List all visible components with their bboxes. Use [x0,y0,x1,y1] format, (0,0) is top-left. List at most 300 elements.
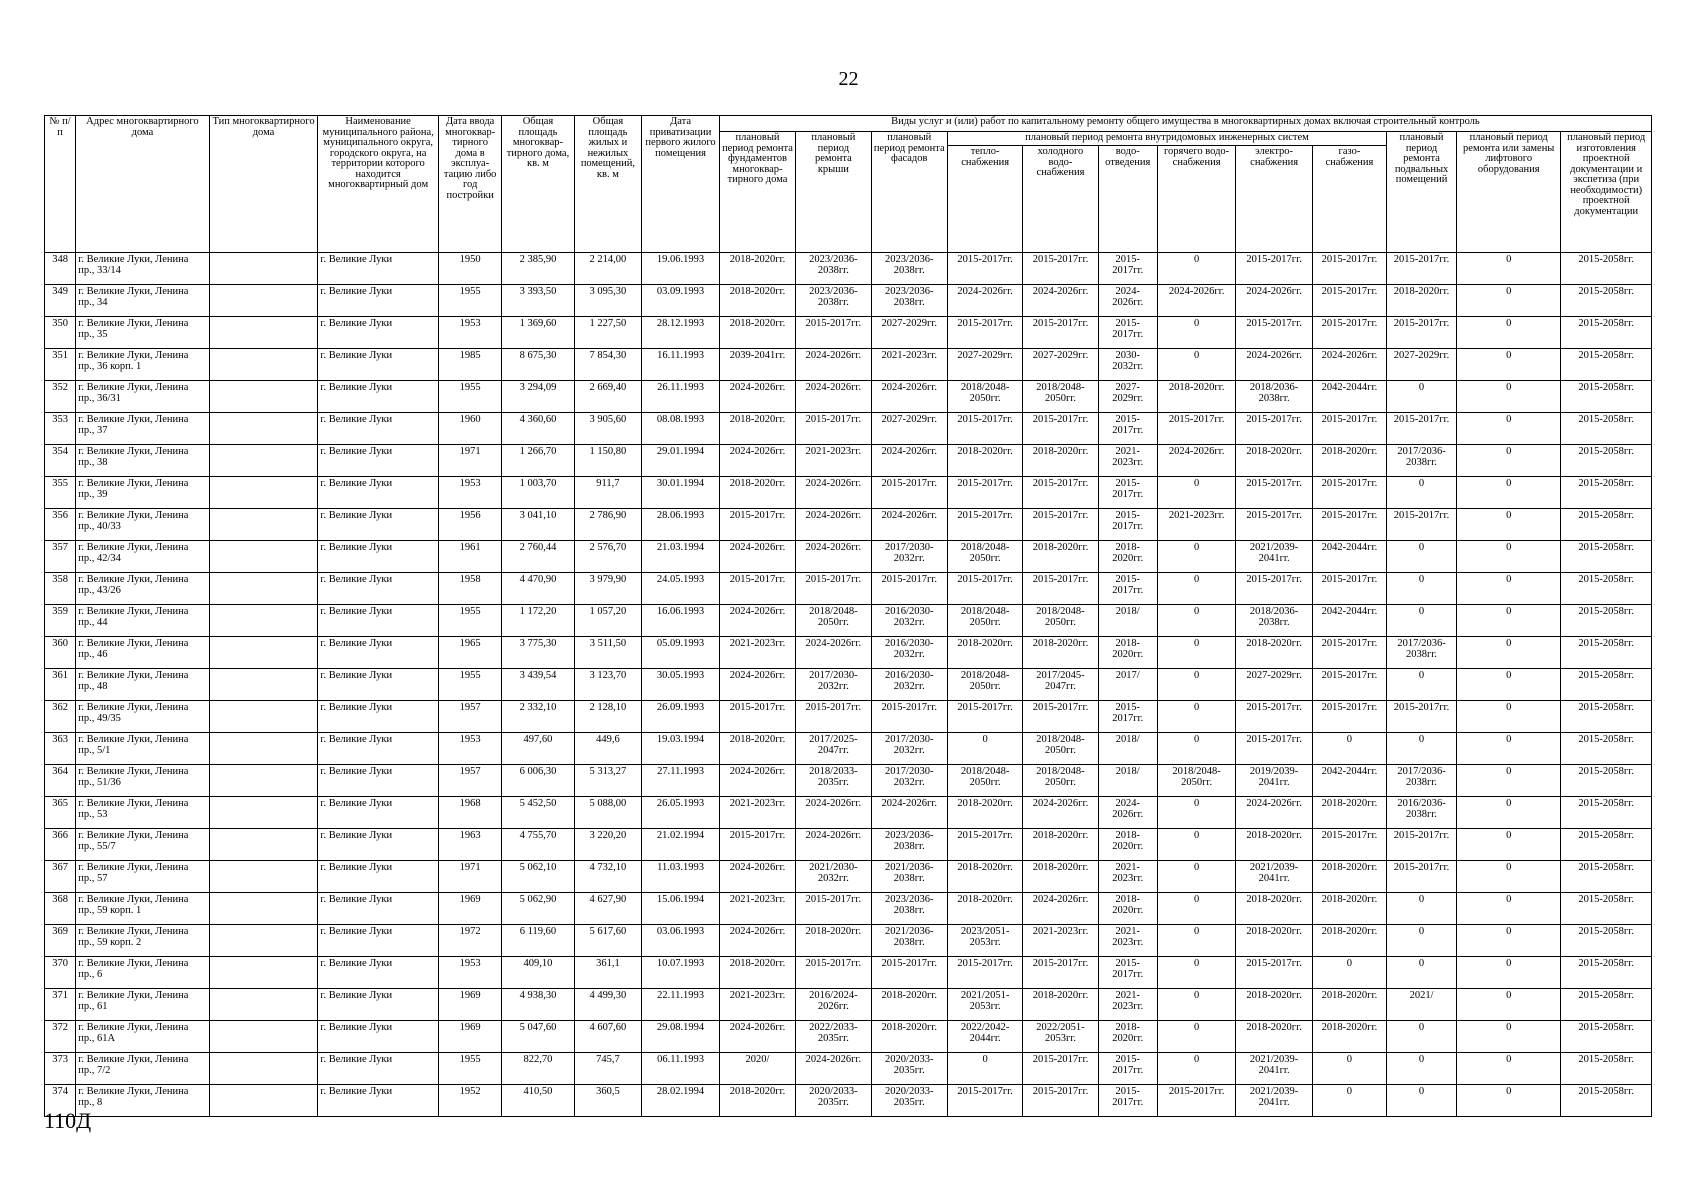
cold-water-period-cell: 2018/2048-2050гг. [1023,765,1098,797]
total-area-cell: 4 755,70 [502,829,574,861]
heating-period-cell: 0 [947,1053,1022,1085]
heating-period-cell: 2018-2020гг. [947,797,1022,829]
gas-period-cell: 2042-2044гг. [1312,381,1386,413]
heating-period-cell: 2015-2017гг. [947,413,1022,445]
heating-period-cell: 2018-2020гг. [947,861,1022,893]
cold-water-period-cell: 2018-2020гг. [1023,829,1098,861]
electric-period-cell: 2021/2039-2041гг. [1236,1053,1312,1085]
hot-water-period-cell: 0 [1157,797,1236,829]
electric-period-cell: 2018-2020гг. [1236,893,1312,925]
gas-period-cell: 0 [1312,733,1386,765]
total-area-cell: 3 393,50 [502,285,574,317]
row-number-cell: 352 [45,381,76,413]
privatization-date-cell: 21.03.1994 [642,541,719,573]
design-doc-period-cell: 2015-2058гг. [1561,925,1652,957]
basement-period-cell: 2015-2017гг. [1387,413,1457,445]
row-number-cell: 356 [45,509,76,541]
foundation-period-cell: 2018-2020гг. [719,413,795,445]
electric-period-cell: 2018-2020гг. [1236,989,1312,1021]
sewerage-period-cell: 2018-2020гг. [1098,893,1157,925]
facade-period-cell: 2021/2036-2038гг. [871,861,947,893]
district-cell: г. Великие Луки [318,413,439,445]
heating-period-cell: 2022/2042-2044гг. [947,1021,1022,1053]
residential-area-cell: 1 227,50 [574,317,642,349]
hot-water-period-cell: 2018/2048-2050гг. [1157,765,1236,797]
design-doc-period-cell: 2015-2058гг. [1561,349,1652,381]
year-cell: 1953 [438,317,502,349]
header-basement: плановый период ремонта подвальных помещений [1387,132,1457,253]
sewerage-period-cell: 2018/ [1098,765,1157,797]
header-year: Дата ввода многоквар-тирного дома в эксплуа-тацию либо год постройки [438,116,502,253]
sewerage-period-cell: 2021-2023гг. [1098,861,1157,893]
header-district: Наименование муниципального района, муниципального округа, городского округа, на территории которого находится многоквартирный дом [318,116,439,253]
table-row [45,765,1652,797]
house-type-cell [209,477,318,509]
total-area-cell: 5 452,50 [502,797,574,829]
district-cell: г. Великие Луки [318,733,439,765]
district-cell: г. Великие Луки [318,701,439,733]
repair-schedule-table [44,115,1652,1117]
total-area-cell: 5 062,10 [502,861,574,893]
sewerage-period-cell: 2015-2017гг. [1098,1053,1157,1085]
hot-water-period-cell: 2024-2026гг. [1157,445,1236,477]
year-cell: 1956 [438,509,502,541]
design-doc-period-cell: 2015-2058гг. [1561,605,1652,637]
heating-period-cell: 2015-2017гг. [947,701,1022,733]
heating-period-cell: 2015-2017гг. [947,253,1022,285]
electric-period-cell: 2015-2017гг. [1236,477,1312,509]
header-res-area: Общая площадь жилых и нежилых помещений, кв. м [574,116,642,253]
address-cell: г. Великие Луки, Ленина пр., 6 [76,957,209,989]
privatization-date-cell: 22.11.1993 [642,989,719,1021]
address-cell: г. Великие Луки, Ленина пр., 59 корп. 1 [76,893,209,925]
total-area-cell: 1 369,60 [502,317,574,349]
basement-period-cell: 0 [1387,893,1457,925]
facade-period-cell: 2018-2020гг. [871,1021,947,1053]
address-cell: г. Великие Луки, Ленина пр., 42/34 [76,541,209,573]
residential-area-cell: 4 607,60 [574,1021,642,1053]
total-area-cell: 5 062,90 [502,893,574,925]
cold-water-period-cell: 2018/2048-2050гг. [1023,605,1098,637]
address-cell: г. Великие Луки, Ленина пр., 61 [76,989,209,1021]
year-cell: 1955 [438,605,502,637]
elevator-period-cell: 0 [1457,669,1561,701]
privatization-date-cell: 03.09.1993 [642,285,719,317]
sewerage-period-cell: 2024-2026гг. [1098,285,1157,317]
roof-period-cell: 2021-2023гг. [796,445,871,477]
basement-period-cell: 2017/2036-2038гг. [1387,765,1457,797]
electric-period-cell: 2015-2017гг. [1236,317,1312,349]
privatization-date-cell: 30.05.1993 [642,669,719,701]
hot-water-period-cell: 0 [1157,349,1236,381]
district-cell: г. Великие Луки [318,509,439,541]
row-number-cell: 364 [45,765,76,797]
residential-area-cell: 2 576,70 [574,541,642,573]
hot-water-period-cell: 0 [1157,1053,1236,1085]
header-elevator: плановый период ремонта или замены лифтового оборудования [1457,132,1561,253]
table-row [45,893,1652,925]
basement-period-cell: 2015-2017гг. [1387,829,1457,861]
year-cell: 1953 [438,957,502,989]
district-cell: г. Великие Луки [318,605,439,637]
house-type-cell [209,733,318,765]
privatization-date-cell: 06.11.1993 [642,1053,719,1085]
foundation-period-cell: 2024-2026гг. [719,445,795,477]
facade-period-cell: 2023/2036-2038гг. [871,893,947,925]
house-type-cell [209,637,318,669]
row-number-cell: 357 [45,541,76,573]
cold-water-period-cell: 2015-2017гг. [1023,317,1098,349]
facade-period-cell: 2016/2030-2032гг. [871,669,947,701]
roof-period-cell: 2017/2025-2047гг. [796,733,871,765]
electric-period-cell: 2024-2026гг. [1236,285,1312,317]
house-type-cell [209,445,318,477]
facade-period-cell: 2017/2030-2032гг. [871,541,947,573]
roof-period-cell: 2018-2020гг. [796,925,871,957]
district-cell: г. Великие Луки [318,669,439,701]
year-cell: 1960 [438,413,502,445]
elevator-period-cell: 0 [1457,765,1561,797]
cold-water-period-cell: 2018-2020гг. [1023,861,1098,893]
address-cell: г. Великие Луки, Ленина пр., 53 [76,797,209,829]
residential-area-cell: 449,6 [574,733,642,765]
table-row [45,605,1652,637]
heating-period-cell: 2018/2048-2050гг. [947,605,1022,637]
table-row [45,1021,1652,1053]
facade-period-cell: 2024-2026гг. [871,509,947,541]
basement-period-cell: 2015-2017гг. [1387,253,1457,285]
row-number-cell: 369 [45,925,76,957]
residential-area-cell: 3 095,30 [574,285,642,317]
row-number-cell: 370 [45,957,76,989]
hot-water-period-cell: 0 [1157,861,1236,893]
total-area-cell: 3 294,09 [502,381,574,413]
roof-period-cell: 2024-2026гг. [796,637,871,669]
cold-water-period-cell: 2017/2045-2047гг. [1023,669,1098,701]
district-cell: г. Великие Луки [318,445,439,477]
foundation-period-cell: 2015-2017гг. [719,509,795,541]
row-number-cell: 373 [45,1053,76,1085]
basement-period-cell: 0 [1387,925,1457,957]
heating-period-cell: 2018-2020гг. [947,445,1022,477]
heating-period-cell: 2018-2020гг. [947,893,1022,925]
total-area-cell: 410,50 [502,1085,574,1117]
facade-period-cell: 2024-2026гг. [871,381,947,413]
foundation-period-cell: 2018-2020гг. [719,957,795,989]
house-type-cell [209,701,318,733]
residential-area-cell: 3 511,50 [574,637,642,669]
residential-area-cell: 5 088,00 [574,797,642,829]
table-body [45,253,1652,1117]
residential-area-cell: 361,1 [574,957,642,989]
electric-period-cell: 2018-2020гг. [1236,829,1312,861]
year-cell: 1950 [438,253,502,285]
foundation-period-cell: 2024-2026гг. [719,605,795,637]
header-engineering: плановый период ремонта внутридомовых инженерных систем [947,132,1386,146]
heating-period-cell: 2015-2017гг. [947,509,1022,541]
heating-period-cell: 2015-2017гг. [947,957,1022,989]
sewerage-period-cell: 2021-2023гг. [1098,445,1157,477]
gas-period-cell: 2015-2017гг. [1312,701,1386,733]
heating-period-cell: 2018/2048-2050гг. [947,765,1022,797]
design-doc-period-cell: 2015-2058гг. [1561,957,1652,989]
elevator-period-cell: 0 [1457,893,1561,925]
privatization-date-cell: 26.09.1993 [642,701,719,733]
district-cell: г. Великие Луки [318,477,439,509]
year-cell: 1968 [438,797,502,829]
foundation-period-cell: 2024-2026гг. [719,925,795,957]
district-cell: г. Великие Луки [318,381,439,413]
year-cell: 1985 [438,349,502,381]
electric-period-cell: 2018/2036-2038гг. [1236,381,1312,413]
hot-water-period-cell: 2018-2020гг. [1157,381,1236,413]
facade-period-cell: 2017/2030-2032гг. [871,765,947,797]
district-cell: г. Великие Луки [318,285,439,317]
gas-period-cell: 2015-2017гг. [1312,285,1386,317]
sewerage-period-cell: 2021-2023гг. [1098,925,1157,957]
header-hot-water: горячего водо-снабжения [1157,146,1236,253]
year-cell: 1957 [438,701,502,733]
facade-period-cell: 2023/2036-2038гг. [871,253,947,285]
facade-period-cell: 2015-2017гг. [871,701,947,733]
year-cell: 1952 [438,1085,502,1117]
cold-water-period-cell: 2024-2026гг. [1023,893,1098,925]
residential-area-cell: 2 786,90 [574,509,642,541]
electric-period-cell: 2015-2017гг. [1236,509,1312,541]
gas-period-cell: 2018-2020гг. [1312,893,1386,925]
elevator-period-cell: 0 [1457,317,1561,349]
residential-area-cell: 4 627,90 [574,893,642,925]
house-type-cell [209,957,318,989]
foundation-period-cell: 2024-2026гг. [719,861,795,893]
cold-water-period-cell: 2015-2017гг. [1023,1085,1098,1117]
year-cell: 1955 [438,381,502,413]
district-cell: г. Великие Луки [318,317,439,349]
district-cell: г. Великие Луки [318,893,439,925]
district-cell: г. Великие Луки [318,541,439,573]
residential-area-cell: 3 979,90 [574,573,642,605]
elevator-period-cell: 0 [1457,381,1561,413]
address-cell: г. Великие Луки, Ленина пр., 59 корп. 2 [76,925,209,957]
electric-period-cell: 2019/2039-2041гг. [1236,765,1312,797]
cold-water-period-cell: 2018-2020гг. [1023,637,1098,669]
basement-period-cell: 0 [1387,1053,1457,1085]
elevator-period-cell: 0 [1457,349,1561,381]
privatization-date-cell: 26.05.1993 [642,797,719,829]
electric-period-cell: 2027-2029гг. [1236,669,1312,701]
cold-water-period-cell: 2027-2029гг. [1023,349,1098,381]
design-doc-period-cell: 2015-2058гг. [1561,573,1652,605]
privatization-date-cell: 29.01.1994 [642,445,719,477]
total-area-cell: 4 360,60 [502,413,574,445]
heating-period-cell: 2015-2017гг. [947,317,1022,349]
gas-period-cell: 0 [1312,1053,1386,1085]
address-cell: г. Великие Луки, Ленина пр., 8 [76,1085,209,1117]
row-number-cell: 367 [45,861,76,893]
header-gas: газо-снабжения [1312,146,1386,253]
sewerage-period-cell: 2017/ [1098,669,1157,701]
foundation-period-cell: 2015-2017гг. [719,829,795,861]
row-number-cell: 359 [45,605,76,637]
address-cell: г. Великие Луки, Ленина пр., 55/7 [76,829,209,861]
facade-period-cell: 2027-2029гг. [871,317,947,349]
gas-period-cell: 2024-2026гг. [1312,349,1386,381]
hot-water-period-cell: 2015-2017гг. [1157,1085,1236,1117]
design-doc-period-cell: 2015-2058гг. [1561,317,1652,349]
house-type-cell [209,317,318,349]
house-type-cell [209,285,318,317]
cold-water-period-cell: 2022/2051-2053гг. [1023,1021,1098,1053]
cold-water-period-cell: 2015-2017гг. [1023,509,1098,541]
foundation-period-cell: 2018-2020гг. [719,477,795,509]
sewerage-period-cell: 2015-2017гг. [1098,509,1157,541]
row-number-cell: 366 [45,829,76,861]
basement-period-cell: 0 [1387,477,1457,509]
district-cell: г. Великие Луки [318,253,439,285]
table-row [45,317,1652,349]
elevator-period-cell: 0 [1457,797,1561,829]
facade-period-cell: 2015-2017гг. [871,573,947,605]
header-foundation: плановый период ремонта фундаментов многоквар-тирного дома [719,132,795,253]
privatization-date-cell: 08.08.1993 [642,413,719,445]
year-cell: 1969 [438,989,502,1021]
row-number-cell: 360 [45,637,76,669]
roof-period-cell: 2018/2048-2050гг. [796,605,871,637]
design-doc-period-cell: 2015-2058гг. [1561,1053,1652,1085]
district-cell: г. Великие Луки [318,637,439,669]
residential-area-cell: 5 617,60 [574,925,642,957]
facade-period-cell: 2027-2029гг. [871,413,947,445]
house-type-cell [209,861,318,893]
header-type: Тип многоквартирного дома [209,116,318,253]
district-cell: г. Великие Луки [318,829,439,861]
total-area-cell: 2 760,44 [502,541,574,573]
electric-period-cell: 2015-2017гг. [1236,733,1312,765]
foundation-period-cell: 2018-2020гг. [719,253,795,285]
table-row [45,733,1652,765]
sewerage-period-cell: 2027-2029гг. [1098,381,1157,413]
hot-water-period-cell: 0 [1157,573,1236,605]
hot-water-period-cell: 2015-2017гг. [1157,413,1236,445]
roof-period-cell: 2015-2017гг. [796,701,871,733]
basement-period-cell: 2015-2017гг. [1387,317,1457,349]
facade-period-cell: 2023/2036-2038гг. [871,285,947,317]
roof-period-cell: 2024-2026гг. [796,477,871,509]
residential-area-cell: 4 732,10 [574,861,642,893]
total-area-cell: 4 938,30 [502,989,574,1021]
footer-code: 110Д [44,1108,92,1133]
heating-period-cell: 0 [947,733,1022,765]
sewerage-period-cell: 2018/ [1098,733,1157,765]
row-number-cell: 365 [45,797,76,829]
gas-period-cell: 2015-2017гг. [1312,669,1386,701]
sewerage-period-cell: 2015-2017гг. [1098,477,1157,509]
hot-water-period-cell: 2021-2023гг. [1157,509,1236,541]
gas-period-cell: 2042-2044гг. [1312,765,1386,797]
facade-period-cell: 2021-2023гг. [871,349,947,381]
roof-period-cell: 2017/2030-2032гг. [796,669,871,701]
table-row [45,1085,1652,1117]
hot-water-period-cell: 0 [1157,477,1236,509]
year-cell: 1971 [438,861,502,893]
privatization-date-cell: 29.08.1994 [642,1021,719,1053]
foundation-period-cell: 2021-2023гг. [719,893,795,925]
hot-water-period-cell: 0 [1157,925,1236,957]
hot-water-period-cell: 0 [1157,989,1236,1021]
elevator-period-cell: 0 [1457,861,1561,893]
hot-water-period-cell: 0 [1157,637,1236,669]
privatization-date-cell: 26.11.1993 [642,381,719,413]
header-services: Виды услуг и (или) работ по капитальному ремонту общего имущества в многоквартирных домах включая строительный контроль [719,116,1651,132]
elevator-period-cell: 0 [1457,925,1561,957]
design-doc-period-cell: 2015-2058гг. [1561,253,1652,285]
electric-period-cell: 2021/2039-2041гг. [1236,1085,1312,1117]
sewerage-period-cell: 2024-2026гг. [1098,797,1157,829]
privatization-date-cell: 28.12.1993 [642,317,719,349]
row-number-cell: 363 [45,733,76,765]
district-cell: г. Великие Луки [318,861,439,893]
residential-area-cell: 745,7 [574,1053,642,1085]
address-cell: г. Великие Луки, Ленина пр., 46 [76,637,209,669]
gas-period-cell: 2015-2017гг. [1312,573,1386,605]
electric-period-cell: 2015-2017гг. [1236,957,1312,989]
design-doc-period-cell: 2015-2058гг. [1561,701,1652,733]
total-area-cell: 3 041,10 [502,509,574,541]
total-area-cell: 5 047,60 [502,1021,574,1053]
cold-water-period-cell: 2015-2017гг. [1023,573,1098,605]
heating-period-cell: 2015-2017гг. [947,829,1022,861]
total-area-cell: 6 119,60 [502,925,574,957]
table-row [45,957,1652,989]
gas-period-cell: 2018-2020гг. [1312,1021,1386,1053]
electric-period-cell: 2018-2020гг. [1236,637,1312,669]
cold-water-period-cell: 2015-2017гг. [1023,1053,1098,1085]
foundation-period-cell: 2021-2023гг. [719,989,795,1021]
total-area-cell: 3 775,30 [502,637,574,669]
header-electric: электро-снабжения [1236,146,1312,253]
basement-period-cell: 2016/2036-2038гг. [1387,797,1457,829]
gas-period-cell: 2018-2020гг. [1312,925,1386,957]
address-cell: г. Великие Луки, Ленина пр., 39 [76,477,209,509]
basement-period-cell: 0 [1387,957,1457,989]
header-priv-date: Дата приватизации первого жилого помещения [642,116,719,253]
facade-period-cell: 2017/2030-2032гг. [871,733,947,765]
design-doc-period-cell: 2015-2058гг. [1561,893,1652,925]
foundation-period-cell: 2024-2026гг. [719,669,795,701]
sewerage-period-cell: 2015-2017гг. [1098,253,1157,285]
foundation-period-cell: 2021-2023гг. [719,797,795,829]
privatization-date-cell: 16.06.1993 [642,605,719,637]
house-type-cell [209,669,318,701]
house-type-cell [209,765,318,797]
privatization-date-cell: 21.02.1994 [642,829,719,861]
header-design: плановый период изготовления проектной документации и экспетиза (при необходимости) проектной документации [1561,132,1652,253]
elevator-period-cell: 0 [1457,1085,1561,1117]
address-cell: г. Великие Луки, Ленина пр., 43/26 [76,573,209,605]
table-row [45,381,1652,413]
hot-water-period-cell: 0 [1157,317,1236,349]
elevator-period-cell: 0 [1457,701,1561,733]
facade-period-cell: 2015-2017гг. [871,477,947,509]
elevator-period-cell: 0 [1457,445,1561,477]
address-cell: г. Великие Луки, Ленина пр., 5/1 [76,733,209,765]
basement-period-cell: 2017/2036-2038гг. [1387,445,1457,477]
cold-water-period-cell: 2015-2017гг. [1023,477,1098,509]
elevator-period-cell: 0 [1457,413,1561,445]
roof-period-cell: 2024-2026гг. [796,349,871,381]
privatization-date-cell: 15.06.1994 [642,893,719,925]
privatization-date-cell: 24.05.1993 [642,573,719,605]
